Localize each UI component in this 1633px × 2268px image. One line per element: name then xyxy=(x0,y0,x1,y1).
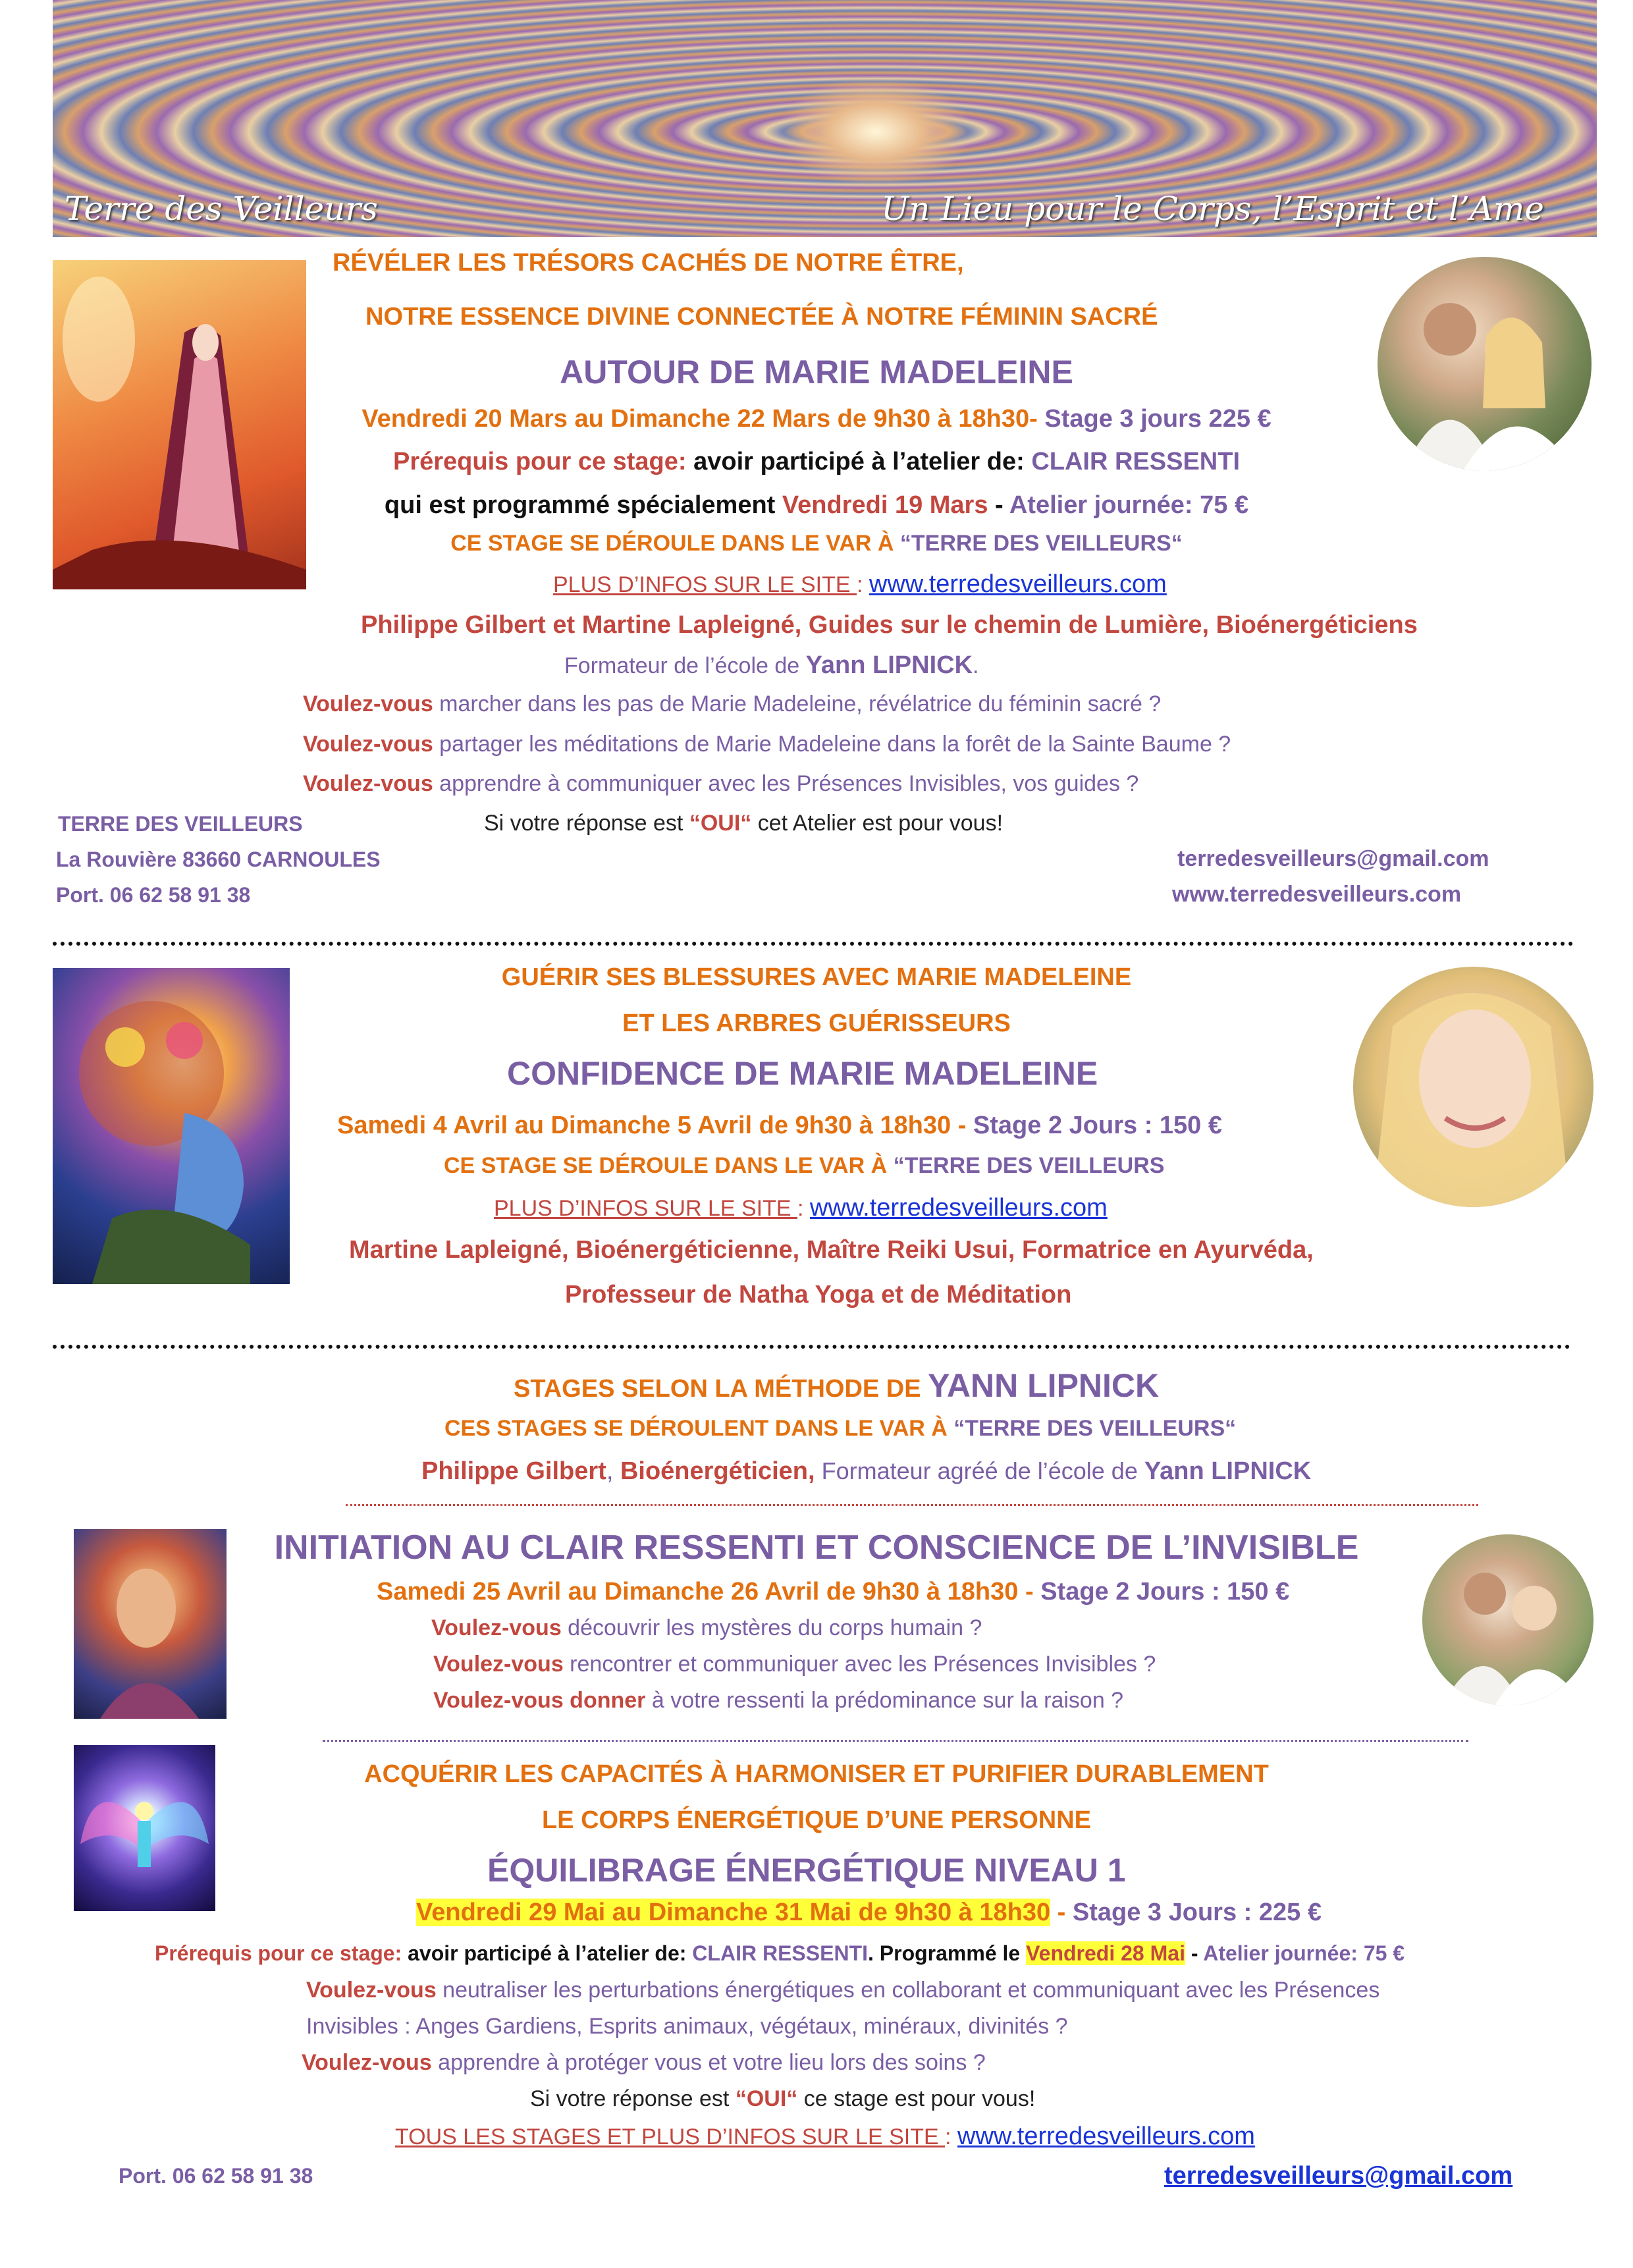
stage1-q1-label: Voulez-vous xyxy=(303,691,433,716)
eq-q2-label: Voulez-vous xyxy=(302,2050,432,2075)
eq-prereq-atelier: CLAIR RESSENTI xyxy=(692,1941,868,1965)
eq-q2-text: apprendre à protéger vous et votre lieu lors des soins ? xyxy=(431,2050,986,2075)
eq-prog-sep: - xyxy=(1185,1941,1204,1965)
initiation-dates-text: Samedi 25 Avril au Dimanche 26 Avril de 9h30 à 18h30 xyxy=(377,1578,1019,1606)
stage1-var-place: “TERRE DES VEILLEURS“ xyxy=(899,531,1183,556)
stage3-var-text: CES STAGES SE DÉROULENT DANS LE VAR À xyxy=(444,1416,954,1441)
eq-prog-date: Vendredi 28 Mai xyxy=(1026,1941,1185,1965)
stage1-q3-label: Voulez-vous xyxy=(303,771,433,796)
stage2-title-line2: ET LES ARBRES GUÉRISSEURS xyxy=(622,1010,1011,1037)
stage2-dates xyxy=(337,1110,1222,1141)
contact-email[interactable]: terredesveilleurs@gmail.com xyxy=(1177,846,1489,871)
stage1-subtitle: AUTOUR DE MARIE MADELEINE xyxy=(560,354,1073,391)
footer-phone: Port. 06 62 58 91 38 xyxy=(119,2164,313,2188)
stage2-teacher-line2: Professeur de Natha Yoga et de Méditation xyxy=(565,1281,1072,1309)
stage1-question2 xyxy=(303,730,1231,759)
contact-name: TERRE DES VEILLEURS xyxy=(58,812,303,836)
subsection-divider-2 xyxy=(323,1740,1468,1742)
stage1-dates xyxy=(0,403,1633,435)
init-q2-text: rencontrer et communiquer avec les Présences Invisibles ? xyxy=(563,1652,1156,1677)
stage2-price: Stage 2 Jours : 150 € xyxy=(973,1112,1222,1139)
equilibrage-answer xyxy=(530,2084,1035,2113)
eq-answer-post: ce stage est pour vous! xyxy=(797,2086,1036,2111)
stage3-teacher xyxy=(421,1455,1311,1487)
stage1-formateur-name: Yann LIPNICK xyxy=(805,651,973,679)
eq-prog-price: Atelier journée: 75 € xyxy=(1203,1941,1405,1965)
stage2-info xyxy=(494,1193,1108,1223)
stage3-var-place: “TERRE DES VEILLEURS“ xyxy=(953,1416,1237,1441)
initiation-price: Stage 2 Jours : 150 € xyxy=(1040,1578,1290,1606)
eq-prog-text: . Programmé le xyxy=(867,1941,1027,1965)
footer-email-link[interactable]: terredesveilleurs@gmail.com xyxy=(1164,2162,1513,2190)
stage2-title-line1: GUÉRIR SES BLESSURES AVEC MARIE MADELEINE xyxy=(501,963,1132,991)
stage2-price-sep: - xyxy=(951,1112,973,1139)
stage1-answer-pre: Si votre réponse est xyxy=(484,811,689,836)
stage1-prog-sep: - xyxy=(988,491,1009,519)
stage1-prog-date: Vendredi 19 Mars xyxy=(782,491,988,519)
stage1-dates-text: Vendredi 20 Mars au Dimanche 22 Mars de 9h30 à 18h30- xyxy=(361,405,1038,433)
equilibrage-price: Stage 3 Jours : 225 € xyxy=(1072,1899,1322,1926)
init-q2-label: Voulez-vous xyxy=(433,1652,564,1677)
stage1-formateur-end: . xyxy=(973,653,979,678)
section-divider-2 xyxy=(53,1345,1570,1349)
stage1-info-colon: : xyxy=(857,572,869,597)
stage1-answer-post: cet Atelier est pour vous! xyxy=(751,811,1004,836)
stage2-subtitle: CONFIDENCE DE MARIE MADELEINE xyxy=(507,1055,1098,1092)
all-stages-label: TOUS LES STAGES ET PLUS D’INFOS SUR LE SITE xyxy=(395,2124,946,2149)
stage1-q2-label: Voulez-vous xyxy=(303,732,433,757)
stage3-title-name: YANN LIPNICK xyxy=(928,1367,1160,1404)
equilibrage-question2 xyxy=(302,2048,986,2077)
photo-martine xyxy=(1353,967,1593,1207)
eq-answer-oui: “OUI“ xyxy=(735,2086,798,2111)
stage3-teacher-role: Bioénergéticien, xyxy=(620,1457,815,1485)
equilibrage-sep: - xyxy=(1050,1899,1073,1926)
stage1-q1-text: marcher dans les pas de Marie Madeleine, révélatrice du féminin sacré ? xyxy=(433,691,1162,716)
initiation-dates xyxy=(377,1576,1289,1607)
init-q1-label: Voulez-vous xyxy=(431,1615,562,1640)
contact-address: La Rouvière 83660 CARNOULES xyxy=(56,848,381,871)
stage1-location xyxy=(0,529,1633,558)
stage1-var-text: CE STAGE SE DÉROULE DANS LE VAR À xyxy=(450,531,900,556)
header-banner xyxy=(53,0,1597,237)
subsection-divider-1 xyxy=(346,1504,1478,1506)
stage1-title-line1: RÉVÉLER LES TRÉSORS CACHÉS DE NOTRE ÊTRE, xyxy=(333,249,964,277)
stage3-teacher-sep: , xyxy=(606,1457,620,1485)
stage1-website-link[interactable]: www.terredesveilleurs.com xyxy=(869,570,1167,598)
stage1-prereq xyxy=(0,446,1633,477)
stage1-prog-price: Atelier journée: 75 € xyxy=(1009,491,1249,519)
stage1-q2-text: partager les méditations de Marie Madeleine dans la forêt de la Sainte Baume ? xyxy=(433,732,1231,757)
stage3-teacher-text: Formateur agréé de l’école de xyxy=(815,1457,1144,1484)
init-q3-text: à votre ressenti la prédominance sur la raison ? xyxy=(645,1688,1124,1713)
stage1-guides: Philippe Gilbert et Martine Lapleigné, Guides sur le chemin de Lumière, Bioénergéticiens xyxy=(361,611,1418,639)
initiation-question3 xyxy=(433,1686,1123,1715)
eq-q1-text: neutraliser les perturbations énergétiques en collaborant et communiquant avec les Présences xyxy=(436,1978,1380,2003)
stage1-info xyxy=(553,570,1167,599)
stage2-info-colon: : xyxy=(797,1196,810,1221)
portrait-photo-icon xyxy=(1353,967,1593,1207)
stage1-price: Stage 3 jours 225 € xyxy=(1037,405,1272,433)
initiation-title: INITIATION AU CLAIR RESSENTI ET CONSCIENCE DE L’INVISIBLE xyxy=(274,1528,1359,1567)
contact-website[interactable]: www.terredesveilleurs.com xyxy=(1172,882,1462,907)
section-divider-1 xyxy=(53,942,1574,946)
stage2-website-link[interactable]: www.terredesveilleurs.com xyxy=(809,1194,1108,1222)
equilibrage-prereq xyxy=(155,1939,1405,1967)
init-q1-text: découvrir les mystères du corps humain ? xyxy=(561,1615,982,1640)
equilibrage-dates-text: Vendredi 29 Mai au Dimanche 31 Mai de 9h30 à 18h30 xyxy=(416,1899,1051,1926)
stage3-teacher-school: Yann LIPNICK xyxy=(1144,1457,1312,1485)
banner-left-text: Terre des Veilleurs xyxy=(65,190,378,228)
equilibrage-question1-cont: Invisibles : Anges Gardiens, Esprits animaux, végétaux, minéraux, divinités ? xyxy=(306,2014,1068,2039)
stage2-var-text: CE STAGE SE DÉROULE DANS LE VAR À xyxy=(444,1153,894,1178)
stage2-var-place: “TERRE DES VEILLEURS xyxy=(893,1153,1165,1178)
stage3-teacher-name: Philippe Gilbert xyxy=(421,1457,606,1485)
stage3-title-text: STAGES SELON LA MÉTHODE DE xyxy=(514,1375,928,1403)
stage1-title-line2: NOTRE ESSENCE DIVINE CONNECTÉE À NOTRE FÉMININ SACRÉ xyxy=(365,303,1158,331)
equilibrage-question1 xyxy=(306,1976,1379,2005)
banner-right-text: Un Lieu pour le Corps, l’Esprit et l’Ame xyxy=(881,190,1544,228)
stage2-teacher-line1: Martine Lapleigné, Bioénergéticienne, Maître Reiki Usui, Formatrice en Ayurvéda, xyxy=(349,1236,1314,1264)
eq-q1-label: Voulez-vous xyxy=(306,1978,437,2003)
stage1-info-label: PLUS D’INFOS SUR LE SITE xyxy=(553,572,857,597)
equilibrage-dates xyxy=(416,1897,1322,1928)
eq-answer-pre: Si votre réponse est xyxy=(530,2086,736,2111)
stage1-q3-text: apprendre à communiquer avec les Présences Invisibles, vos guides ? xyxy=(433,771,1139,796)
stage2-dates-text: Samedi 4 Avril au Dimanche 5 Avril de 9h30 à 18h30 xyxy=(337,1112,951,1139)
stage1-prog-text: qui est programmé spécialement xyxy=(384,491,782,519)
stage2-info-label: PLUS D’INFOS SUR LE SITE xyxy=(494,1196,797,1221)
stage1-prereq-atelier: CLAIR RESSENTI xyxy=(1031,448,1241,475)
equilibrage-title-line2: LE CORPS ÉNERGÉTIQUE D’UNE PERSONNE xyxy=(541,1806,1091,1834)
stage2-location xyxy=(444,1151,1164,1180)
equilibrage-subtitle: ÉQUILIBRAGE ÉNERGÉTIQUE NIVEAU 1 xyxy=(487,1852,1126,1889)
eq-prereq-label: Prérequis pour ce stage: xyxy=(155,1941,402,1965)
stage1-answer xyxy=(484,809,1003,838)
stage1-answer-oui: “OUI“ xyxy=(689,811,752,836)
all-stages-colon: : xyxy=(945,2124,958,2149)
stage1-question3 xyxy=(303,769,1138,798)
all-stages-website-link[interactable]: www.terredesveilleurs.com xyxy=(957,2122,1255,2150)
initiation-question2 xyxy=(433,1650,1156,1679)
stage1-formateur-text: Formateur de l’école de xyxy=(564,653,806,678)
initiation-sep: - xyxy=(1018,1578,1041,1606)
stage3-title xyxy=(514,1367,1160,1405)
eq-prereq-text: avoir participé à l’atelier de: xyxy=(402,1941,693,1965)
all-stages-info xyxy=(395,2122,1255,2151)
init-q3-label: Voulez-vous donner xyxy=(433,1688,646,1713)
stage1-prereq-text: avoir participé à l’atelier de: xyxy=(686,448,1032,475)
stage1-formateur xyxy=(564,651,978,680)
stage1-prereq-label: Prérequis pour ce stage: xyxy=(392,448,687,475)
contact-phone: Port. 06 62 58 91 38 xyxy=(56,883,251,907)
equilibrage-title-line1: ACQUÉRIR LES CAPACITÉS À HARMONISER ET PURIFIER DURABLEMENT xyxy=(364,1760,1269,1788)
stage3-location xyxy=(444,1414,1236,1443)
stage1-programmed xyxy=(0,489,1633,521)
initiation-question1 xyxy=(431,1613,982,1642)
stage1-question1 xyxy=(303,689,1161,718)
